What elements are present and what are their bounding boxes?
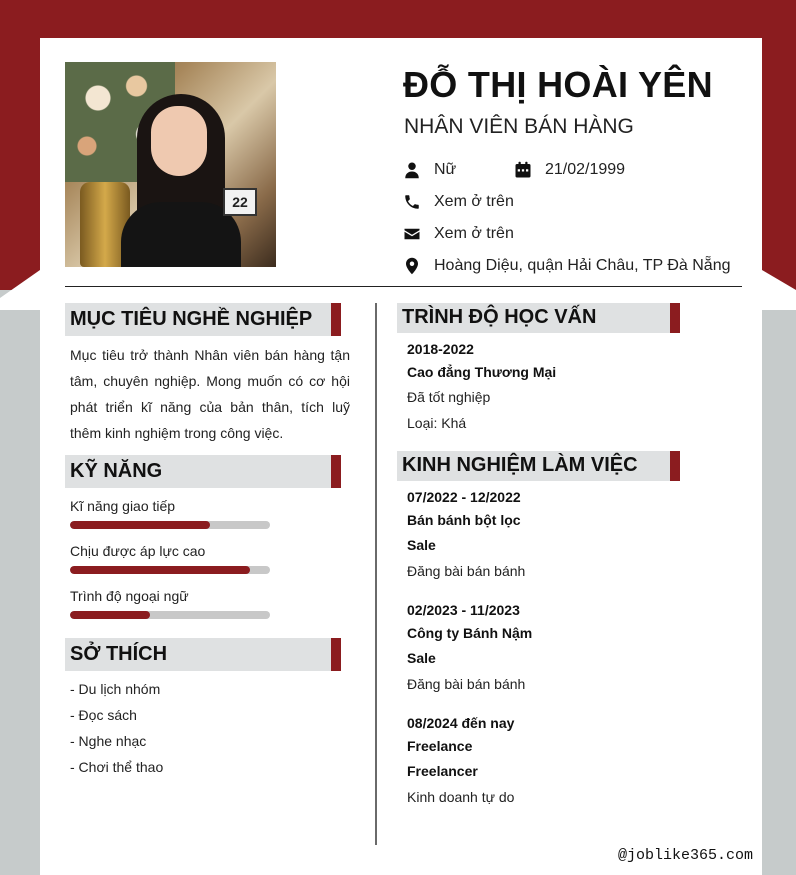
hobbies-title: SỞ THÍCH [70,643,168,665]
photo-calendar: 22 [223,188,257,216]
skill-bar-fill [70,566,250,574]
job-company: Công ty Bánh Nậm [407,625,533,641]
skill-bar [70,521,270,529]
photo-face [151,106,207,176]
address-row [403,257,730,275]
job-position: Freelancer [407,763,478,779]
job-company: Bán bánh bột lọc [407,512,521,528]
heading-accent-bar [331,455,341,488]
watermark-text: @joblike365.com [617,847,753,864]
address-value: Hoàng Diệu, quận Hải Châu, TP Đà Nẵng [434,257,731,274]
skill-label: Trình độ ngoại ngữ [70,588,189,604]
hobby-item: - Chơi thể thao [70,759,164,775]
skill-bar [70,566,270,574]
hobby-item: - Đọc sách [70,707,137,723]
phone-row [403,193,514,211]
email-row [403,225,514,243]
experience-title: KINH NGHIỆM LÀM VIỆC [402,454,638,476]
phone-icon [403,193,421,211]
objective-heading [65,303,341,336]
column-divider [375,303,377,845]
skill-bar [70,611,270,619]
gender-value: Nữ [434,161,457,178]
envelope-icon [403,225,421,243]
hobbies-heading [65,638,341,671]
gender-row [403,161,456,179]
heading-accent-bar [331,638,341,671]
education-school: Cao đẳng Thương Mại [407,364,557,380]
education-heading [397,303,680,333]
location-pin-icon [403,257,421,275]
heading-accent-bar [670,303,680,333]
experience-heading [397,451,680,481]
candidate-title: NHÂN VIÊN BÁN HÀNG [404,115,634,138]
job-description: Đăng bài bán bánh [407,676,526,692]
header-divider [65,286,742,287]
skill-bar-fill [70,611,150,619]
phone-value: Xem ở trên [434,193,514,210]
education-period: 2018-2022 [407,341,474,357]
profile-photo [65,62,276,267]
education-title: TRÌNH ĐỘ HỌC VẤN [402,306,597,328]
job-period: 08/2024 đến nay [407,715,515,731]
objective-title: MỤC TIÊU NGHỀ NGHIỆP [70,308,313,330]
skill-bar-fill [70,521,210,529]
education-grade: Loại: Khá [407,415,467,431]
skills-title: KỸ NĂNG [70,460,163,482]
job-position: Sale [407,537,436,553]
calendar-icon [514,161,532,179]
skills-heading [65,455,341,488]
education-status: Đã tốt nghiệp [407,389,491,405]
job-period: 07/2022 - 12/2022 [407,489,521,505]
hobby-item: - Nghe nhạc [70,733,147,749]
job-company: Freelance [407,738,473,754]
dob-row [514,161,625,179]
heading-accent-bar [670,451,680,481]
job-description: Đăng bài bán bánh [407,563,526,579]
heading-accent-bar [331,303,341,336]
job-position: Sale [407,650,436,666]
skill-label: Kĩ năng giao tiếp [70,498,176,514]
candidate-name: ĐỖ THỊ HOÀI YÊN [403,64,713,105]
email-value: Xem ở trên [434,225,514,242]
objective-text: Mục tiêu trở thành Nhân viên bán hàng tận tâm, chuyên nghiệp. Mong muốn có cơ hội phát triển kĩ năng của bản thân, tích luỹ thêm kinh nghiệm trong công việc. [70,347,350,441]
job-period: 02/2023 - 11/2023 [407,602,520,618]
dob-value: 21/02/1999 [545,161,626,178]
skill-label: Chịu được áp lực cao [70,543,206,559]
hobby-item: - Du lịch nhóm [70,681,161,697]
user-icon [403,161,421,179]
job-description: Kinh doanh tự do [407,789,515,805]
